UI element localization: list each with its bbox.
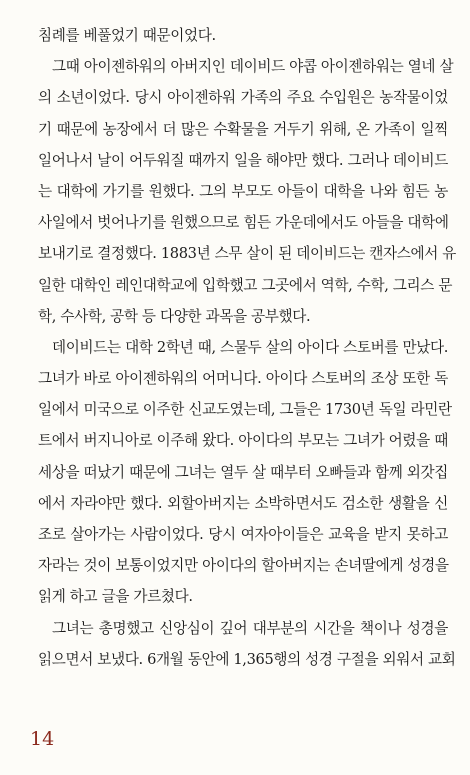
text-line: 일에서 미국으로 이주한 신교도였는데, 그들은 1730년 독일 라민란 [38, 401, 452, 419]
text-line: 기 때문에 농장에서 더 많은 수확물을 거두기 위해, 온 가족이 일찍 [38, 120, 448, 138]
paragraph-2 [38, 51, 457, 332]
text-line: 일어나서 날이 어두워질 때까지 일을 해야만 했다. 그러나 데이비드 [38, 151, 448, 169]
text-line: 일한 대학인 레인대학교에 입학했고 그곳에서 역학, 수학, 그리스 문 [38, 276, 453, 294]
text-line: 사일에서 벗어나기를 원했으므로 힘든 가운데에서도 아들을 대학에 [38, 214, 449, 232]
text-line: 침례를 베풀었기 때문이었다. [38, 27, 216, 44]
text-line: 에서 자라야만 했다. 외할아버지는 소박하면서도 검소한 생활을 신 [38, 494, 448, 512]
text-line: 는 대학에 가기를 원했다. 그의 부모도 아들이 대학을 나와 힘든 농 [38, 182, 448, 200]
text-line: 의 소년이었다. 당시 아이젠하워 가족의 주요 수입원은 농작물이었 [38, 89, 448, 107]
text-line: 자라는 것이 보통이었지만 아이다의 할아버지는 손녀딸에게 성경을 [38, 557, 449, 575]
body-text [38, 20, 457, 675]
text-line: 데이비드는 대학 2학년 때, 스물두 살의 아이다 스토버를 만났다. [52, 338, 448, 356]
text-line: 그때 아이젠하워의 아버지인 데이비드 야콥 아이젠하워는 열네 살 [52, 58, 454, 76]
text-line: 조로 살아가는 사람이었다. 당시 여자아이들은 교육을 받지 못하고 [38, 526, 448, 543]
text-line: 세상을 떠났기 때문에 그녀는 열두 살 때부터 오빠들과 함께 외갓집 [38, 463, 448, 481]
text-line: 읽으면서 보냈다. 6개월 동안에 1,365행의 성경 구절을 외워서 교회 [38, 650, 456, 668]
text-line: 보내기로 결정했다. 1883년 스무 살이 된 데이비드는 캔자스에서 유 [38, 245, 457, 263]
text-line: 트에서 버지니아로 이주해 왔다. 아이다의 부모는 그녀가 어렸을 때 [38, 432, 448, 450]
paragraph-3 [38, 332, 452, 613]
text-line: 그녀가 바로 아이젠하워의 어머니다. 아이다 스토버의 조상 또한 독 [38, 370, 448, 388]
page-number: 14 [30, 728, 55, 750]
paragraph-4 [38, 613, 456, 675]
text-line: 읽게 하고 글을 가르쳤다. [38, 588, 193, 606]
paragraph-1 [38, 20, 448, 51]
text-line: 학, 수사학, 공학 등 다양한 과목을 공부했다. [38, 307, 311, 325]
text-line: 그녀는 총명했고 신앙심이 깊어 대부분의 시간을 책이나 성경을 [52, 619, 448, 637]
